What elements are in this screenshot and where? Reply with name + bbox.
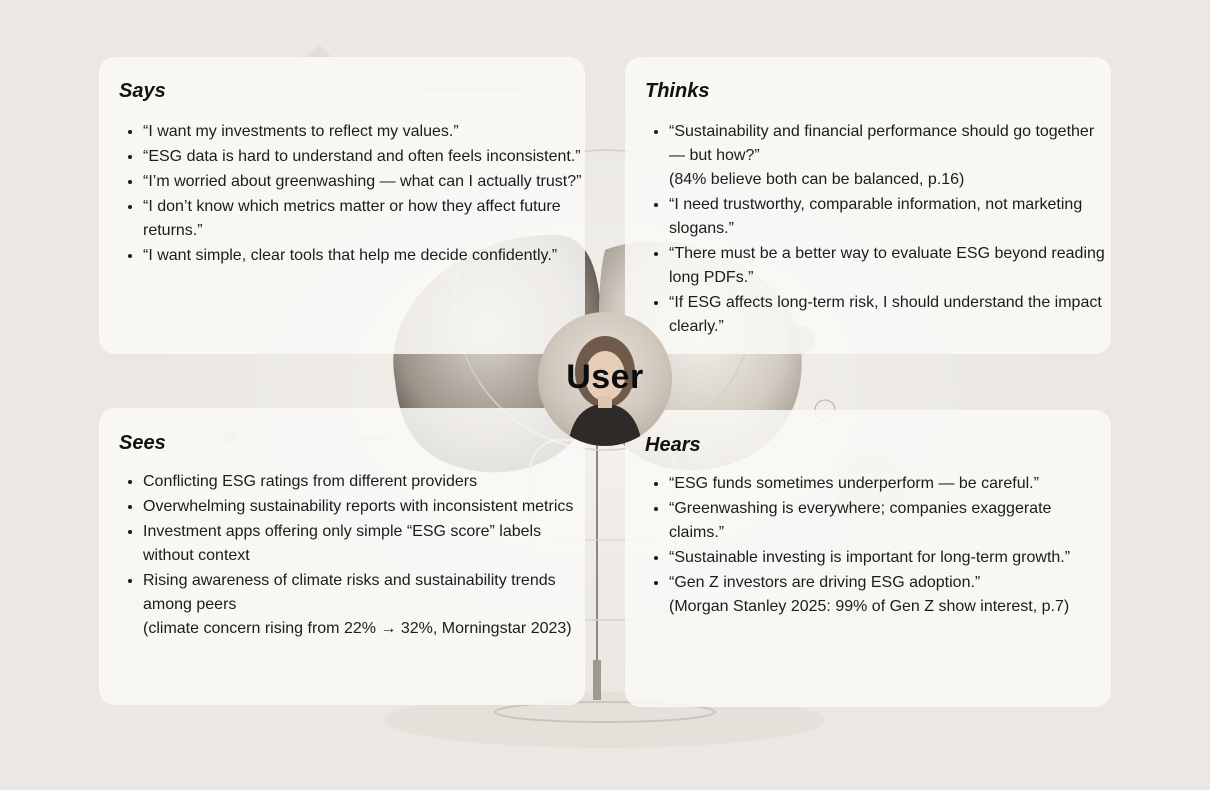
thinks-item-text: “Sustainability and financial performance should go together — but how?” bbox=[669, 123, 1095, 164]
says-card bbox=[99, 57, 585, 354]
says-list bbox=[123, 119, 583, 268]
hears-item bbox=[669, 570, 1109, 619]
sees-item: • Overwhelming sustainability reports with inconsistent metrics bbox=[143, 494, 583, 519]
thinks-title: Thinks bbox=[645, 80, 710, 102]
thinks-item bbox=[669, 119, 1109, 192]
says-item: • “I’m worried about greenwashing — what can I actually trust?” bbox=[143, 169, 583, 194]
hears-item: • “ESG funds sometimes underperform — be careful.” bbox=[669, 471, 1109, 496]
sees-item bbox=[143, 568, 583, 641]
hears-item: • “Greenwashing is everywhere; companies exaggerate claims.” bbox=[669, 496, 1109, 545]
hears-item: • “Sustainable investing is important for long-term growth.” bbox=[669, 545, 1109, 570]
thinks-list bbox=[649, 119, 1109, 339]
says-item: • “I want simple, clear tools that help me decide confidently.” bbox=[143, 243, 583, 268]
hears-list bbox=[649, 471, 1109, 619]
thinks-item: • “There must be a better way to evaluate ESG beyond reading long PDFs.” bbox=[669, 241, 1109, 290]
sees-card bbox=[99, 408, 585, 705]
sees-item: • Investment apps offering only simple “ESG score” labels without context bbox=[143, 519, 583, 568]
hears-card bbox=[625, 410, 1111, 707]
thinks-item: • “I need trustworthy, comparable information, not marketing slogans.” bbox=[669, 192, 1109, 241]
user-label: User bbox=[566, 358, 644, 396]
says-item: • “I want my investments to reflect my values.” bbox=[143, 119, 583, 144]
thinks-card bbox=[625, 57, 1111, 354]
sees-title: Sees bbox=[119, 432, 166, 454]
says-title: Says bbox=[119, 80, 166, 102]
sees-list bbox=[123, 469, 583, 641]
hears-item-note: (Morgan Stanley 2025: 99% of Gen Z show interest, p.7) bbox=[669, 598, 1070, 615]
sees-item: • Conflicting ESG ratings from different providers bbox=[143, 469, 583, 494]
says-item: • “I don’t know which metrics matter or how they affect future returns.” bbox=[143, 194, 583, 243]
sees-item-note: (climate concern rising from 22% → 32%, Morningstar 2023) bbox=[143, 620, 572, 637]
says-item: • “ESG data is hard to understand and often feels inconsistent.” bbox=[143, 144, 583, 169]
hears-title: Hears bbox=[645, 434, 701, 456]
hears-item-text: “Gen Z investors are driving ESG adoption.” bbox=[669, 574, 981, 591]
thinks-item-note: (84% believe both can be balanced, p.16) bbox=[669, 171, 965, 188]
thinks-item: • “If ESG affects long-term risk, I should understand the impact clearly.” bbox=[669, 290, 1109, 339]
sees-item-text: Rising awareness of climate risks and sustainability trends among peers bbox=[143, 572, 556, 613]
